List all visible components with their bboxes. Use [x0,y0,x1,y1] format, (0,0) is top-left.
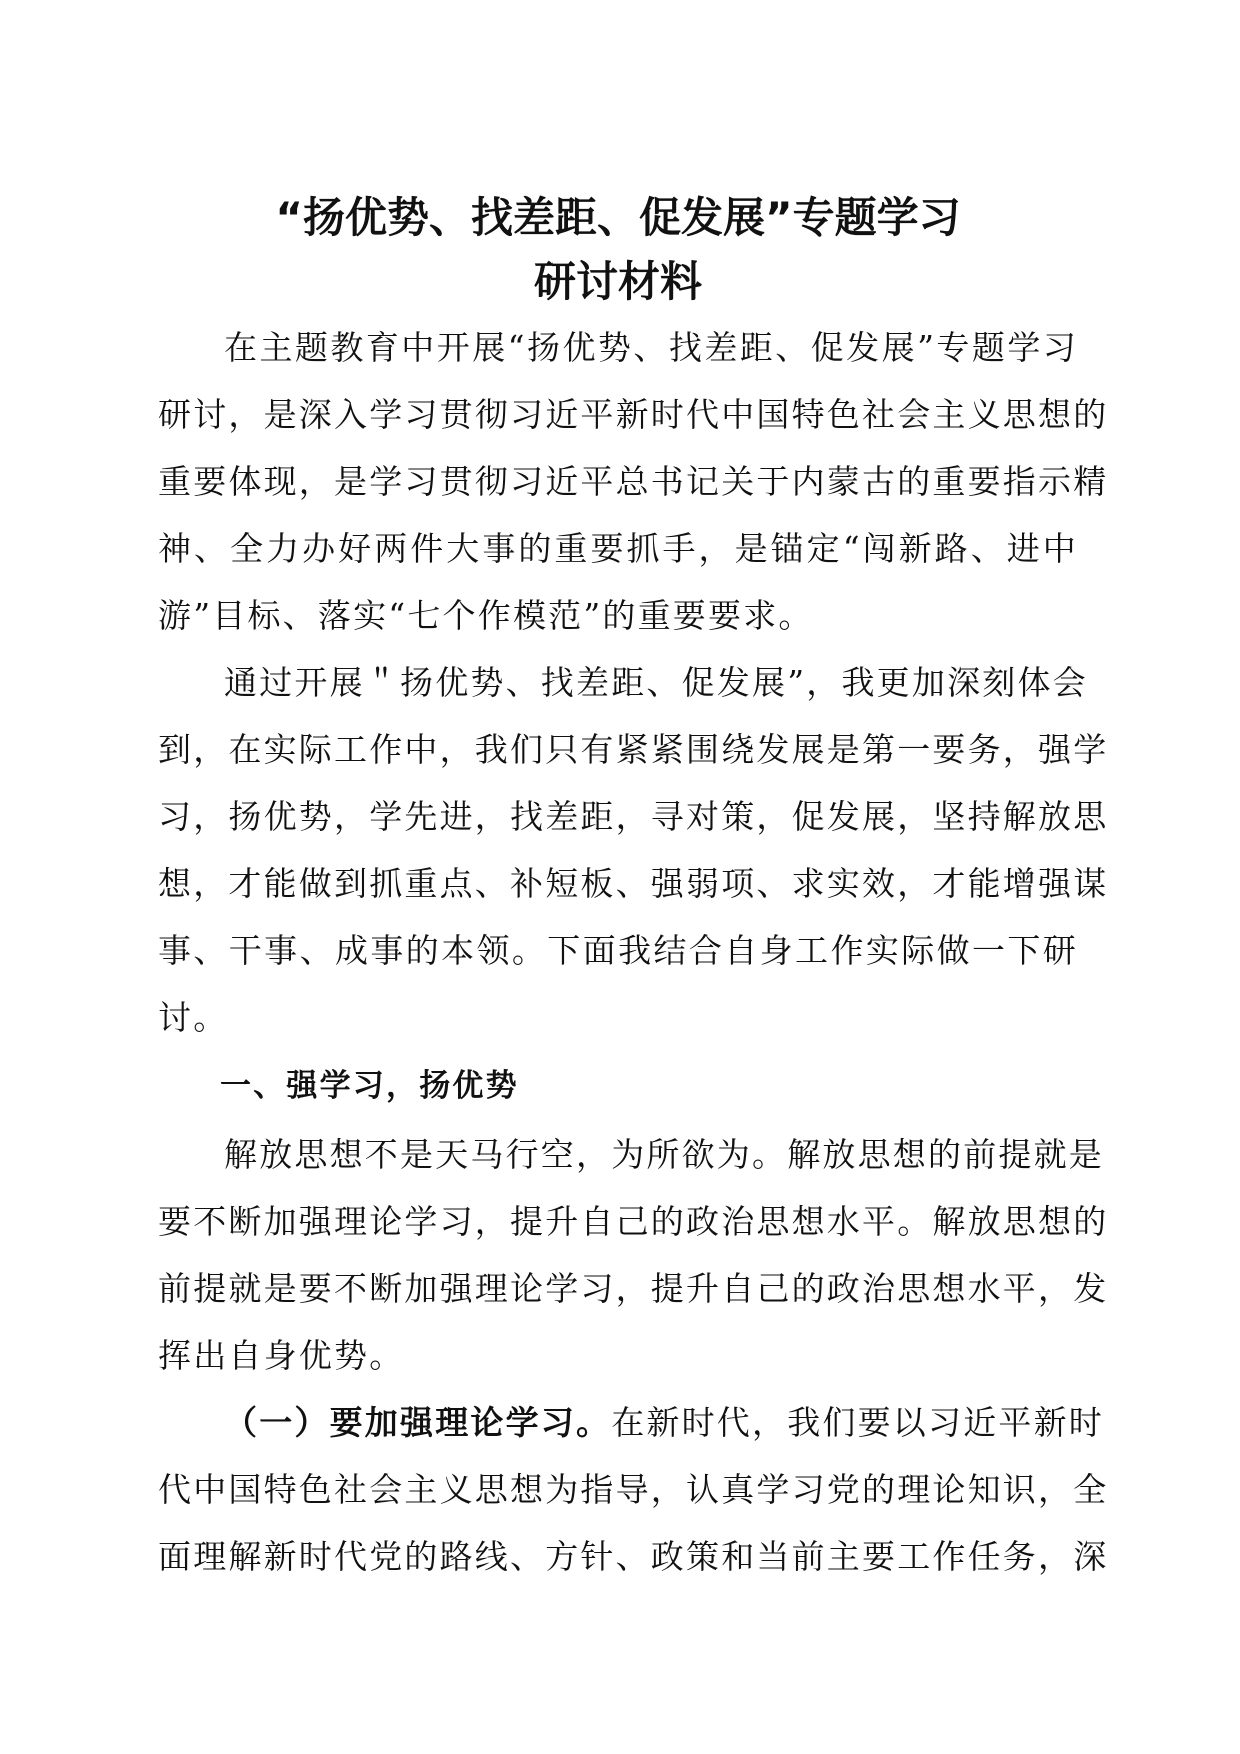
paragraph-line: 讨。 [158,998,229,1037]
document-title [158,186,1078,314]
paragraph-line [158,1389,1105,1456]
paragraph-line: 神、全力办好两件大事的重要抓手，是锚定“闯新路、进中 [158,529,1078,568]
paragraph-line: 在主题教育中开展“扬优势、找差距、促发展”专题学习 [224,328,1078,367]
section-heading-1: 一、强学习，扬优势 [220,1068,519,1104]
paragraph-line: 游”目标、落实“七个作模范”的重要要求。 [158,596,814,635]
paragraph-line: 要不断加强理论学习，提升自己的政治思想水平。解放思想的 [158,1202,1109,1241]
paragraph-intro [158,314,1109,649]
paragraph-section-1 [158,1121,1109,1389]
document-body [158,314,1109,1590]
title-line-1: “扬优势、找差距、促发展”专题学习 [275,193,961,242]
paragraph-line: 面理解新时代党的路线、方针、政策和当前主要工作任务，深 [158,1537,1109,1576]
paragraph-experience [158,649,1109,1051]
document-page [158,186,1109,1590]
paragraph-line: 重要体现，是学习贯彻习近平总书记关于内蒙古的重要指示精 [158,462,1109,501]
title-line-2: 研讨材料 [533,257,702,306]
paragraph-line: 到，在实际工作中，我们只有紧紧围绕发展是第一要务，强学 [158,730,1109,769]
paragraph-line: 前提就是要不断加强理论学习，提升自己的政治思想水平，发 [158,1269,1109,1308]
paragraph-line: 挥出自身优势。 [158,1336,405,1375]
subsection-1-text: 在新时代，我们要以习近平新时 [611,1403,1105,1442]
paragraph-line: 研讨，是深入学习贯彻习近平新时代中国特色社会主义思想的 [158,395,1109,434]
subsection-heading-1: （一）要加强理论学习。 [224,1403,612,1442]
paragraph-line: 代中国特色社会主义思想为指导，认真学习党的理论知识，全 [158,1470,1109,1509]
paragraph-line: 习，扬优势，学先进，找差距，寻对策，促发展，坚持解放思 [158,797,1109,836]
paragraph-line: 通过开展＂扬优势、找差距、促发展”，我更加深刻体会 [224,663,1088,702]
paragraph-subsection-1 [158,1389,1109,1590]
paragraph-line: 解放思想不是天马行空，为所欲为。解放思想的前提就是 [224,1135,1104,1174]
paragraph-line: 想，才能做到抓重点、补短板、强弱项、求实效，才能增强谋 [158,864,1109,903]
paragraph-line: 事、干事、成事的本领。下面我结合自身工作实际做一下研 [158,931,1078,970]
